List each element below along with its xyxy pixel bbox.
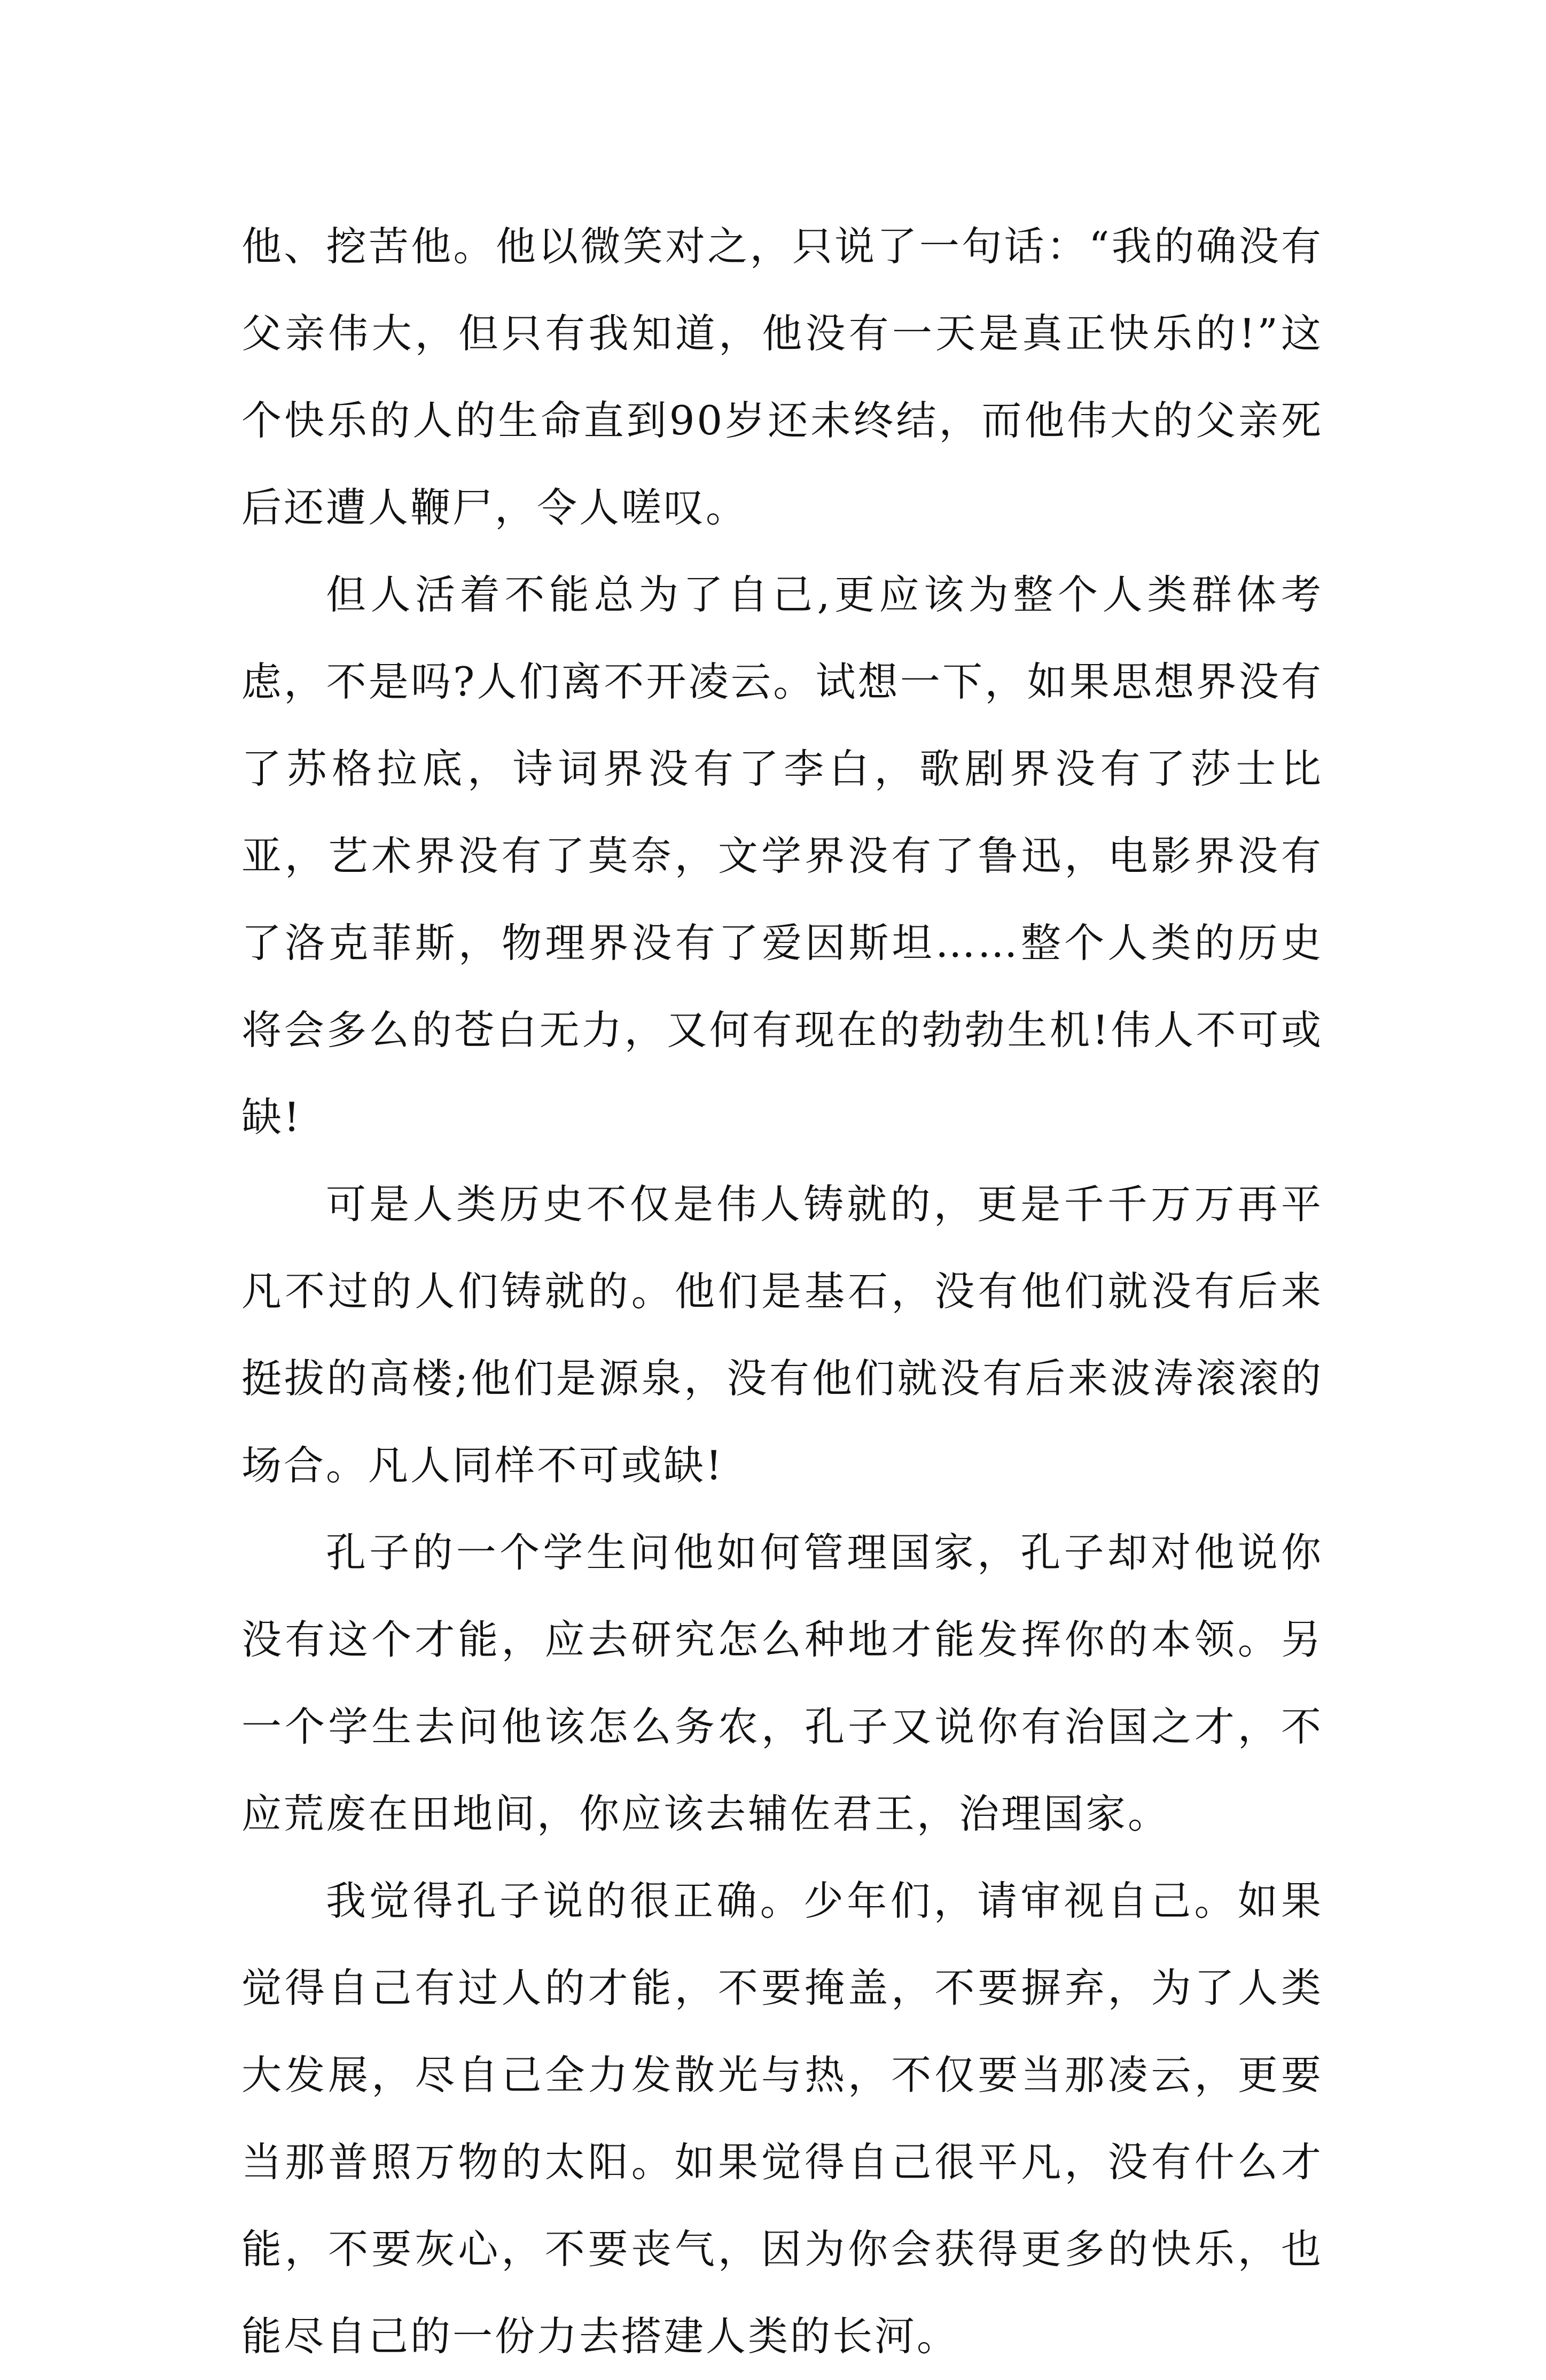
paragraph-3: 可是人类历史不仅是伟人铸就的，更是千千万万再平凡不过的人们铸就的。他们是基石，没有他们就没有后来挺拔的高楼;他们是源泉，没有他们就没有后来波涛滚滚的场合。凡人同样不可或缺! [241,1181,1323,1489]
paragraph-2: 但人活着不能总为了自己,更应该为整个人类群体考虑，不是吗?人们离不开凌云。试想一下，如果思想界没有了苏格拉底，诗词界没有了李白，歌剧界没有了莎士比亚，艺术界没有了莫奈，文学界没有了鲁迅，电影界没有了洛克菲斯，物理界没有了爱因斯坦……整个人类的历史将会多么的苍白无力，又何有现在的勃勃生机!伟人不可或缺! [241,571,1323,1141]
paragraph-4: 孔子的一个学生问他如何管理国家，孔子却对他说你没有这个才能，应去研究怎么种地才能发挥你的本领。另一个学生去问他该怎么务农，孔子又说你有治国之才，不应荒废在田地间，你应该去辅佐君王，治理国家。 [241,1529,1323,1837]
paragraph-5: 我觉得孔子说的很正确。少年们，请审视自己。如果觉得自己有过人的才能，不要掩盖，不要摒弃，为了人类大发展，尽自己全力发散光与热，不仅要当那凌云，更要当那普照万物的太阳。如果觉得自己很平凡，没有什么才能，不要灰心，不要丧气，因为你会获得更多的快乐，也能尽自己的一份力去搭建人类的长河。 [241,1877,1323,2360]
document-body [241,203,1323,2380]
paragraph-1: 他、挖苦他。他以微笑对之，只说了一句话：“我的确没有父亲伟大，但只有我知道，他没有一天是真正快乐的!”这个快乐的人的生命直到90岁还未终结，而他伟大的父亲死后还遭人鞭尸，令人嗟叹。 [241,223,1323,531]
